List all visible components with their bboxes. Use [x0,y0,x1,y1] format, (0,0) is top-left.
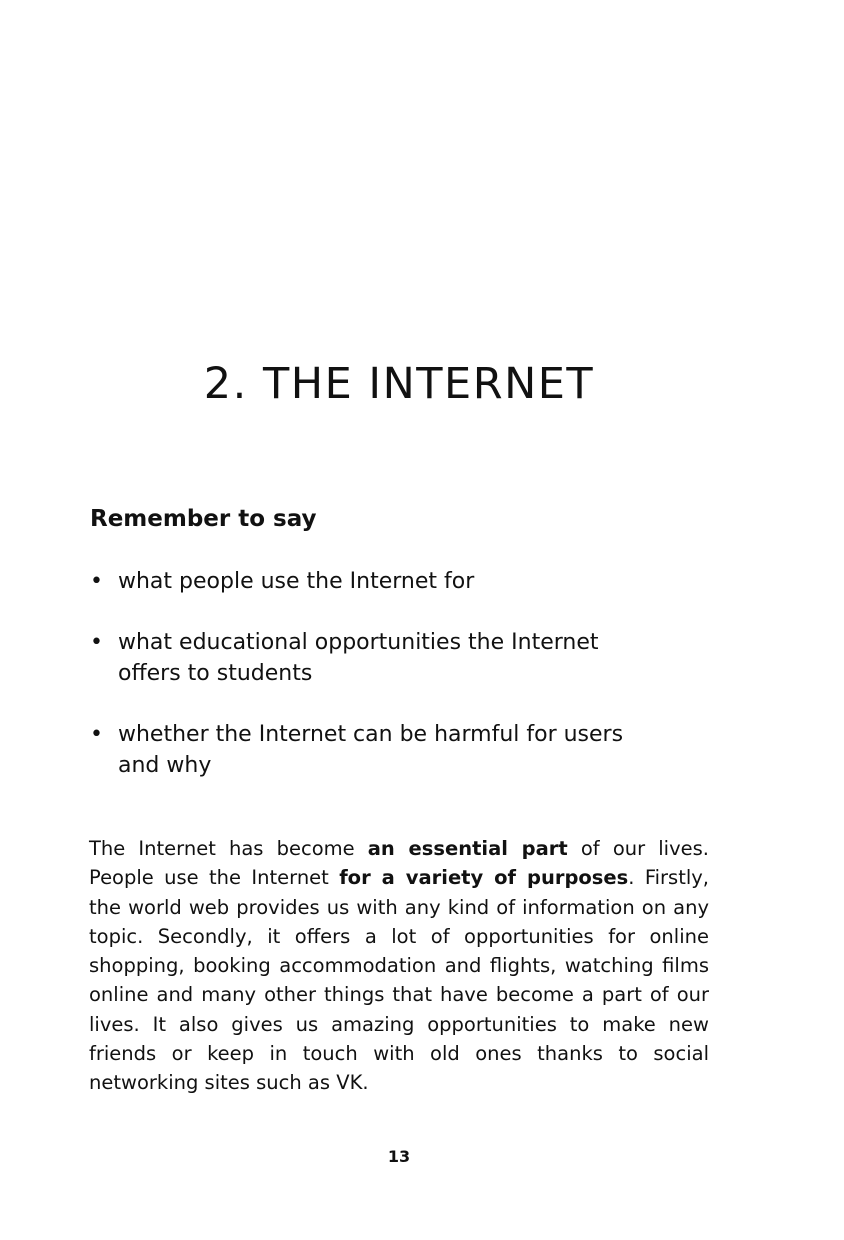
body-text-segment: of our lives. People use the Internet [89,837,709,890]
list-item-text-continued: and why [118,753,212,778]
bullet-icon: • [90,630,103,655]
list-item [90,719,690,781]
body-bold-phrase: for a variety of purposes [339,866,629,890]
list-item-text-continued: offers to students [118,661,313,686]
body-bold-phrase: an essential part [367,837,568,860]
page-number: 13 [387,1147,411,1166]
body-text-segment: . Firstly, the world web provides us with any kind of information on any topic. Secondly, it offers a lot of opportunities for online shopping, booking accommodation and flights, watching films online and many other things that have become a part of our lives. It also gives us amazing opportunities to make new friends or keep in touch with old ones thanks to social networking sites such as VK. [89,866,710,1095]
list-item-text: what educational opportunities the Internet [118,630,599,655]
list-item [90,627,690,689]
chapter-title: 2. THE INTERNET [203,359,595,409]
bullet-icon: • [90,722,103,747]
list-item [90,566,690,597]
list-item-text: what people use the Internet for [118,569,475,594]
body-paragraph [89,834,709,1098]
list-item-text: whether the Internet can be harmful for users [118,722,624,747]
bullet-icon: • [90,569,103,594]
body-text-segment: The Internet has become [89,837,368,860]
remember-list [90,566,690,811]
remember-heading: Remember to say [90,506,317,532]
